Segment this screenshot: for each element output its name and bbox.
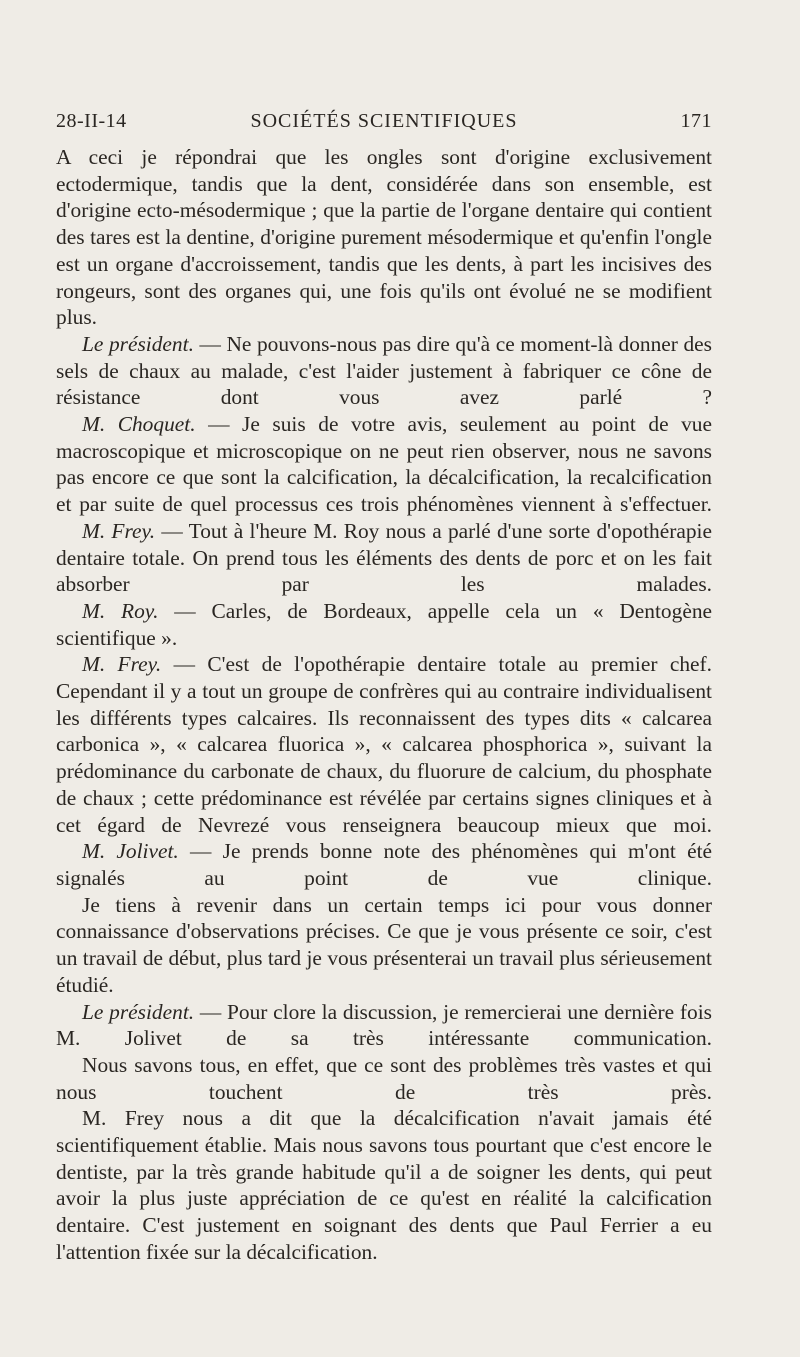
paragraph: [56, 411, 712, 518]
speaker: M. Choquet.: [82, 412, 196, 437]
running-header: [56, 110, 712, 140]
speaker: Le président.: [82, 331, 194, 356]
paragraph-text: A ceci je répondrai que les ongles sont d'origine exclusivement ectodermique, tandis que la dent, considérée dans son ensemble, est d'origine ecto-mésodermique ; que la partie de l'organe dentaire qui contient des tares est la dentine, d'origine purement mésodermique et qu'enfin l'ongle est un organe d'accroissement, tandis que les dents, à part les incisives des rongeurs, sont des organes qui, une fois qu'ils ont évolué ne se modifient plus.: [56, 145, 712, 330]
header-title: SOCIÉTÉS SCIENTIFIQUES: [250, 110, 518, 132]
speaker: Le président.: [82, 999, 195, 1024]
paragraph-text: — Je suis de votre avis, seulement au point de vue macroscopique et microscopique on ne peut rien observer, nous ne savons pas encore ce que sont la calcification, la décalcification, la recalcification et par suite de quel processus ces trois phénomènes viennent à s'effectuer.: [56, 412, 712, 517]
paragraph-text: Je tiens à revenir dans un certain temps ici pour vous donner connaissance d'observations précises. Ce que je vous présente ce soir, c'est un travail de début, plus tard je vous présenterai un travail plus sérieusement étudié.: [56, 892, 712, 997]
paragraph-text: — Pour clore la discussion, je remercierai une dernière fois M. Jolivet de sa très intéressante communication.: [56, 999, 712, 1051]
page-number: 171: [680, 110, 712, 132]
paragraph: [56, 518, 712, 598]
paragraph-text: — Je prends bonne note des phénomènes qui m'ont été signalés au point de vue clinique.: [56, 839, 713, 890]
paragraph-text: — C'est de l'opothérapie dentaire totale au premier chef. Cependant il y a tout un groupe de confrères qui au contraire individualisent les différents types calcaires. Ils reconnaissent des types dits « calcarea carbonica », « calcarea fluorica », « calcarea phosphorica », suivant la prédominance du carbonate de chaux, du fluorure de calcium, du phosphate de chaux ; cette prédominance est révélée par certains signes cliniques et à cet égard de Nevrezé vous renseignera beaucoup mieux que moi.: [56, 652, 712, 837]
paragraph: [56, 598, 712, 651]
paragraph: [56, 999, 712, 1052]
speaker: M. Jolivet.: [82, 839, 179, 864]
paragraph-text: M. Frey nous a dit que la décalcification n'avait jamais été scientifiquement établie. Mais nous savons tous pourtant que c'est encore le dentiste, par la très grande habitude qu'il a de soigner les dents, qui peut avoir la plus juste appréciation de ce qu'est en réalité la calcification dentaire. C'est justement en soignant des dents que Paul Ferrier a eu l'attention fixée sur la décalcification.: [56, 1106, 712, 1264]
paragraph-text: — Tout à l'heure M. Roy nous a parlé d'une sorte d'opothérapie dentaire totale. On prend tous les éléments des dents de porc et on les fait absorber par les malades.: [56, 518, 712, 597]
header-date: 28-II-14: [56, 110, 127, 132]
paragraph: [56, 331, 712, 411]
paragraph: [56, 651, 712, 838]
paragraph-text: — Carles, de Bordeaux, appelle cela un « Dentogène scientifique ».: [56, 598, 713, 650]
paragraph: [56, 892, 712, 999]
paragraph: [56, 1052, 712, 1105]
body-text: [56, 144, 712, 1266]
paragraph: [56, 1105, 712, 1265]
paragraph: [56, 838, 712, 891]
speaker: M. Frey.: [82, 652, 162, 677]
paragraph: [56, 144, 712, 331]
speaker: M. Roy.: [82, 598, 159, 623]
speaker: M. Frey.: [82, 518, 156, 543]
paragraph-text: Nous savons tous, en effet, que ce sont des problèmes très vastes et qui nous touchent de très près.: [56, 1052, 712, 1104]
paragraph-text: — Ne pouvons-nous pas dire qu'à ce moment-là donner des sels de chaux au malade, c'est l'aider justement à fabriquer ce cône de résistance dont vous avez parlé ?: [56, 331, 712, 410]
